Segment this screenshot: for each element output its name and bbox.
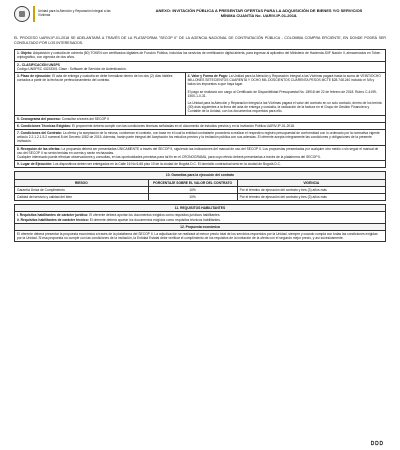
row-plazo-valor: [15, 73, 386, 116]
tecnico-label: ii. Requisitos habilitantes de carácter técnico:: [17, 217, 89, 222]
logo-divider: [33, 6, 35, 22]
row-clasificacion: [15, 61, 386, 72]
valor-label: 4. Valor y Forma de Pago:: [187, 74, 228, 78]
document-header: [14, 6, 386, 30]
propuesta-text: El oferente deberá presentar la propuesta económica a través de la plataforma del SECOP II. La adjudicación se realizará al menor precio total de los servicios requeridos por la Unidad, siempre y cuando cumpla con todas las condiciones exigidas por la Unidad. Si esa propuesta no cumple con las condiciones de la invitación, la Entidad Estatal debe verificar el cumplimiento de los requisitos de la invitación de la oferta con el segundo mejor precio, y así sucesivamente.: [15, 231, 386, 242]
plazo-label: 3. Plazo de ejecución:: [17, 74, 52, 78]
entity-logo: [14, 6, 132, 22]
propuesta-title: 12. Propuesta económica: [15, 223, 386, 230]
requisitos-title: 11. REQUISITOS HABILITANTES: [15, 205, 386, 212]
clasificacion-code: Código UNSPSC 43233301 Clase : Software de Servidor de Autenticación.: [17, 66, 127, 71]
lugar-text: Los dispositivos deben ser entregados en la Calle 16 No 6-66 piso 19 de la ciudad de Bogotá D.C. El domicilio contractual será en la ciudad de Bogotá D.C.: [53, 162, 281, 167]
recepcion-text-2: Cualquier interesado puede efectuar observaciones y consultas, en las oportunidades previstas para tal fin en el CRONOGRAMA, para cuyo efecto deberá presentarlas a través de la plataforma del SECOP II.: [17, 155, 322, 160]
valor-text-2: El pago se realizará con cargo al Certificado de Disponibilidad Presupuestal No. 18918 del 22 de febrero de 2018. Rubro C-4199-1500-1-0-31.: [187, 89, 377, 98]
tecnico-text: El oferente deberá aportar los documentos exigidos como requisitos técnicos habilitantes.: [89, 217, 221, 222]
row-cronograma: [15, 115, 386, 122]
lugar-label: 9. Lugar de Ejecución:: [17, 162, 53, 167]
row-recepcion: [15, 145, 386, 161]
condiciones-contrato-label: 7. Condiciones del Contrato:: [17, 131, 62, 136]
document-title: [132, 6, 386, 18]
col-vigencia: VIGENCIA: [237, 179, 385, 186]
col-porcentaje: PORCENTAJE SOBRE EL VALOR DEL CONTRATO: [148, 179, 237, 186]
condiciones-tecnicas-text: El proponente deberá cumplir con las condiciones técnicas señaladas en el documento de estudios previos y en la Invitación Pública UARIV-IP-01-2018.: [71, 123, 295, 128]
footer-mark: ᎠᎠᎠ: [370, 441, 384, 447]
intro-paragraph: EL PROCESO UARIV-IP-01-2018 SE ADELANTARÁ A TRAVÉS DE LA PLATAFORMA "SECOP II" DE LA AGENCIA NACIONAL DE CONTRATACIÓN PÚBLICA - COLOMBIA COMPRA EFICIENTE, EN DONDE PODRÁ SER CONSULTADO POR LOS INTERESADOS.: [14, 36, 386, 45]
clasificacion-label: 2.- CLASIFICACIÓN UNSPS: [17, 62, 60, 67]
row-condiciones-contrato: [15, 130, 386, 146]
plazo-text: El acta de entrega y custodia se debe formalizar dentro de los dos (2) días hábiles contados a partir de la fecha de perfeccionamiento del contrato.: [17, 74, 173, 83]
row-objeto: [15, 50, 386, 61]
recepcion-label: 8. Recepción de las ofertas:: [17, 146, 61, 151]
riesgo-cell: Garantía Única de Cumplimiento: [15, 186, 149, 193]
condiciones-contrato-text: La oferta y la aceptación de la misma, conforman el contrato, con base en el cual la entidad contratante procederá a realizar el respectivo registro presupuestal de conformidad con lo ordenado por la normativa vigente artículo 2.2.1.2.1.5.2 numeral 8 del Decreto 1082 de 2015. Además, harán parte integral del Aceptación los estudios previos y la invitación pública con sus adendas. El oferente acepta íntegramente las condiciones y obligaciones de la presente invitación.: [17, 131, 380, 144]
cronograma-text: Consultar a través del SECOP II: [61, 116, 109, 121]
title-line-1: ANEXO: INVITACIÓN PÚBLICA A PRESENTAR OFERTAS PARA LA ADQUISICIÓN DE BIENES Y/O SERVICIOS: [155, 8, 363, 13]
table-row: [15, 194, 386, 201]
valor-text-3: La Unidad para la Atención y Reparación Integral a las Víctimas pagará el valor del contrato en un solo contado, dentro de los treinta (30) días siguientes a la firma del acta de entrega y custodia, la radicación de la factura en el Grupo de Gestión Financiera y Contable de la Unidad, con los documentos requeridos para ello.: [187, 101, 382, 114]
riesgo-cell: Calidad del servicio y calidad del bien: [15, 194, 149, 201]
table-row: [15, 186, 386, 193]
title-line-2: MÍNIMA CUANTÍA No. UARIV-IP-01-2018.: [220, 13, 298, 18]
condiciones-tecnicas-label: 6. Condiciones Técnicas Exigidas:: [17, 123, 72, 128]
col-riesgo: RIESGO: [15, 179, 149, 186]
coat-of-arms-icon: [14, 6, 30, 22]
porcentaje-cell: 10%: [148, 194, 237, 201]
juridico-text: El oferente deberá aportar los documentos exigidos como requisitos jurídicos habilitantes.: [89, 213, 221, 218]
juridico-label: i. Requisitos habilitantes de carácter jurídico:: [17, 213, 89, 218]
cronograma-label: 5. Cronograma del proceso:: [17, 116, 61, 121]
recepcion-text-1: La propuesta deberá ser presentadas ÚNICAMENTE a través del SECOP II, siguiendo las indicaciones del manual de uso del SECOP II. Los propuestas presentadas por cualquier otro medio o sin seguir el manual de uso del SECOP II no serán tenidas en cuenta y serán rechazadas.: [17, 146, 379, 155]
requisitos-table: [14, 204, 386, 242]
main-table: [14, 49, 386, 168]
vigencia-cell: Por el término de ejecución del contrato y tres (3) años más: [237, 186, 385, 193]
vigencia-cell: Por el término de ejecución del contrato y tres (3) años más: [237, 194, 385, 201]
logo-text: Unidad para la Atención y Reparación Integral a las Víctimas: [38, 9, 111, 17]
objeto-text: Adquisición y custodia de ochenta (80) TOKEN con certificados digitales de Función Pública, incluidos los servicios de certificación digital abierta, para ingresar al aplicativo del Ministerio de Hacienda-SIIF Nación II, almacenados en Token criptográfico, con vigencia de dos años.: [17, 51, 381, 60]
valor-text-1: La Unidad para la Atención y Reparación Integral a las Víctimas pagará hasta la suma de VEINTIOCHO MILLONES SETECIENTOS CUARENTA Y OCHO MIL DOSCIENTOS CUARENTA PESOS MCTE $28.748.240 incluido el IVA y todos los impuestos a que haya lugar.: [187, 74, 381, 87]
garantias-title: 10. Garantías para la ejecución del contrato: [15, 172, 386, 179]
porcentaje-cell: 10%: [148, 186, 237, 193]
objeto-label: 1. Objeto:: [17, 51, 33, 56]
garantias-table: [14, 171, 386, 201]
row-condiciones-tecnicas: [15, 122, 386, 129]
row-lugar: [15, 161, 386, 168]
